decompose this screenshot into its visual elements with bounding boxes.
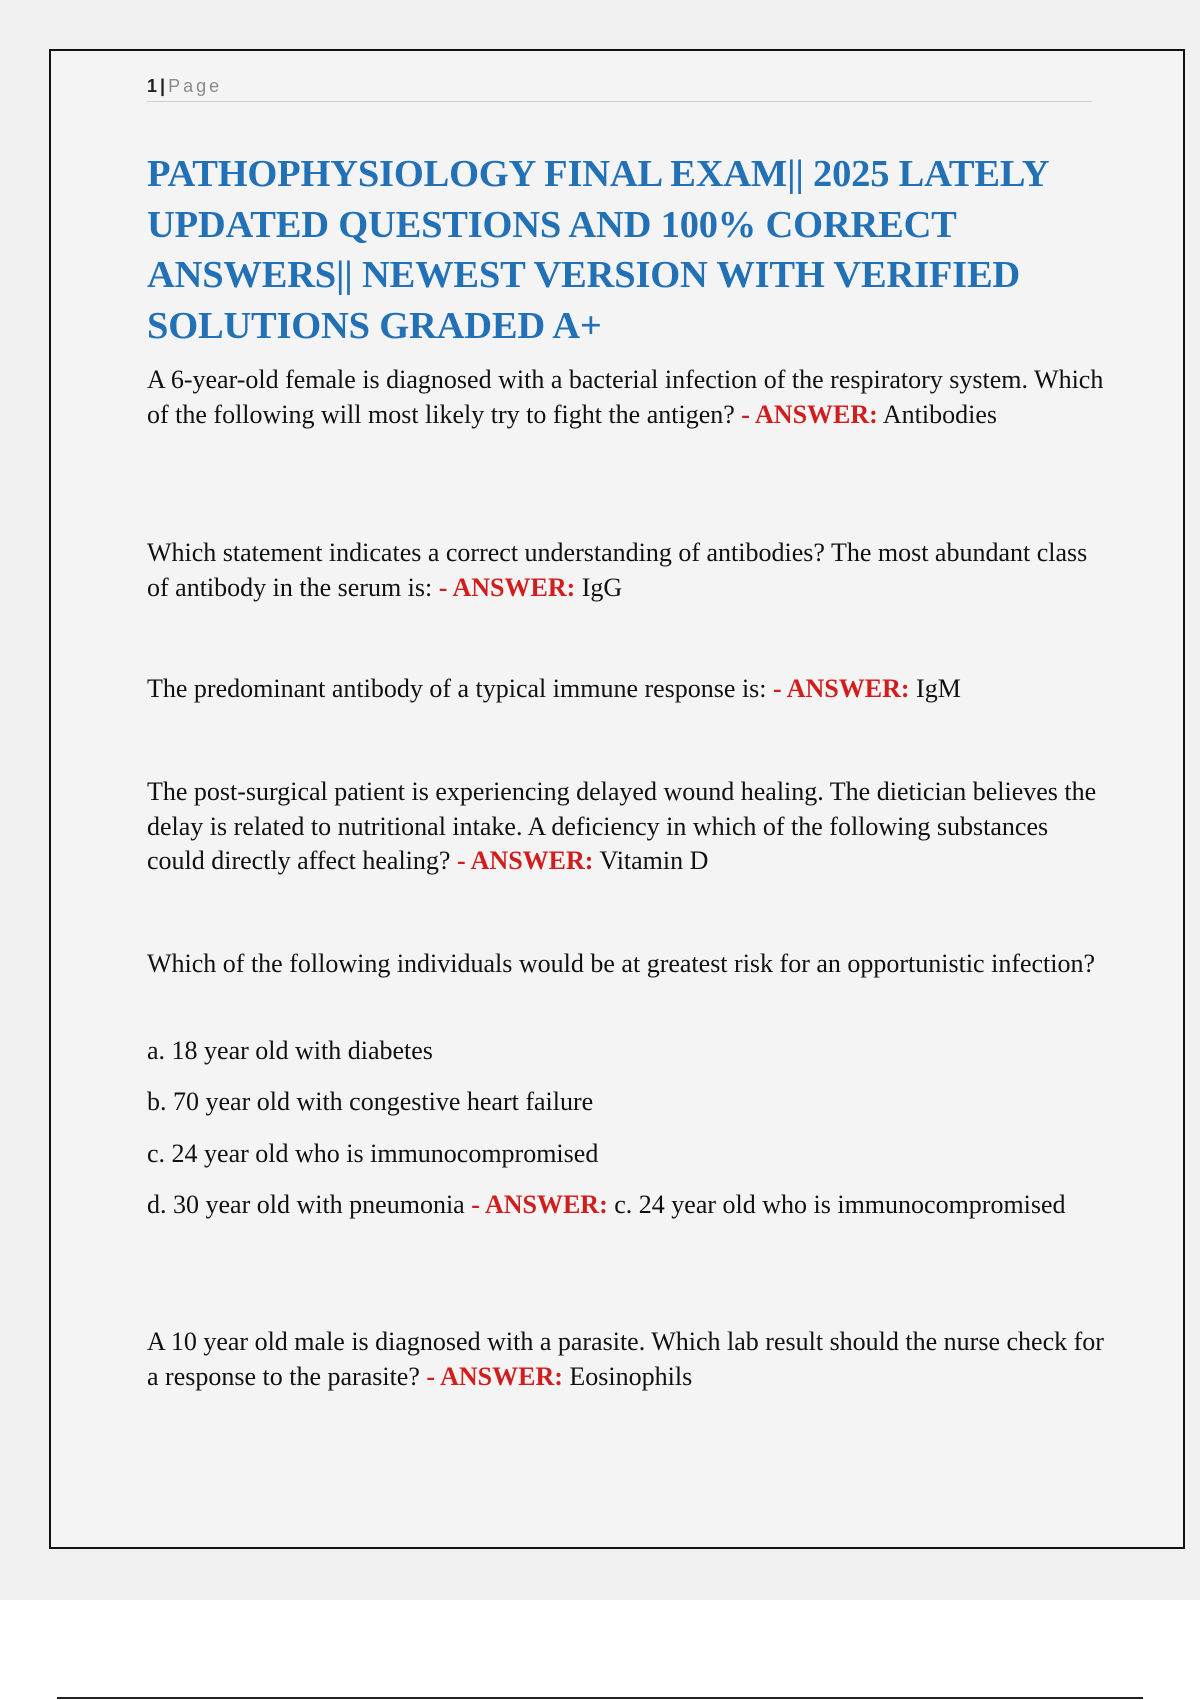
answer-text: IgG	[581, 572, 623, 602]
answer-text: IgM	[916, 674, 961, 703]
option-c: c. 24 year old who is immunocompromised	[147, 1139, 599, 1168]
page-label: Page	[168, 76, 223, 96]
qa-item-2	[147, 536, 1107, 605]
qa-item-1	[147, 363, 1107, 432]
qa-item-6	[147, 1325, 1107, 1394]
qa-item-3	[147, 672, 1107, 707]
answer-label: - ANSWER:	[438, 572, 576, 602]
page-number: 1	[147, 76, 158, 96]
option-d	[147, 1188, 1107, 1223]
option-a: a. 18 year old with diabetes	[147, 1036, 433, 1065]
document-title: PATHOPHYSIOLOGY FINAL EXAM|| 2025 LATELY UPDATED QUESTIONS AND 100% CORRECT ANSWERS|| NEWEST VERSION WITH VERIFIED SOLUTIONS GRADED A+	[147, 153, 1048, 347]
answer-text: Vitamin D	[599, 846, 709, 875]
answer-text: c. 24 year old who is immunocompromised	[614, 1190, 1066, 1219]
qa-item-5	[147, 947, 1107, 982]
answer-label: - ANSWER:	[426, 1361, 563, 1391]
answer-label: - ANSWER:	[741, 399, 878, 429]
answer-label: - ANSWER:	[456, 846, 594, 875]
answer-label: - ANSWER:	[471, 1190, 608, 1219]
document-page	[49, 49, 1185, 1549]
question-text: Which of the following individuals would be at greatest risk for an opportunistic infection?	[147, 949, 1096, 978]
page-gap	[0, 1600, 1200, 1700]
answer-label: - ANSWER:	[773, 674, 910, 703]
question-text: A 10 year old male is diagnosed with a parasite. Which lab result should the nurse check for a response to the parasite?	[147, 1327, 1104, 1391]
answer-text: Antibodies	[882, 399, 997, 429]
qa-item-4	[147, 775, 1107, 879]
page-separator: |	[160, 76, 166, 96]
question-text: A 6-year-old female is diagnosed with a bacterial infection of the respiratory system. Which of the following will most likely try to fight the antigen?	[147, 365, 1104, 429]
option-d-text: d. 30 year old with pneumonia	[147, 1190, 465, 1219]
page-header	[147, 75, 1092, 102]
question-text: Which statement indicates a correct understanding of antibodies? The most abundant class of antibody in the serum is:	[147, 538, 1088, 602]
question-text: The post-surgical patient is experiencing delayed wound healing. The dietician believes the delay is related to nutritional intake. A deficiency in which of the following substances could directly affect healing?	[147, 777, 1097, 875]
question-text: The predominant antibody of a typical immune response is:	[147, 674, 767, 703]
option-b: b. 70 year old with congestive heart failure	[147, 1087, 594, 1116]
next-page-border	[57, 1697, 1143, 1699]
answer-text: Eosinophils	[569, 1361, 693, 1391]
